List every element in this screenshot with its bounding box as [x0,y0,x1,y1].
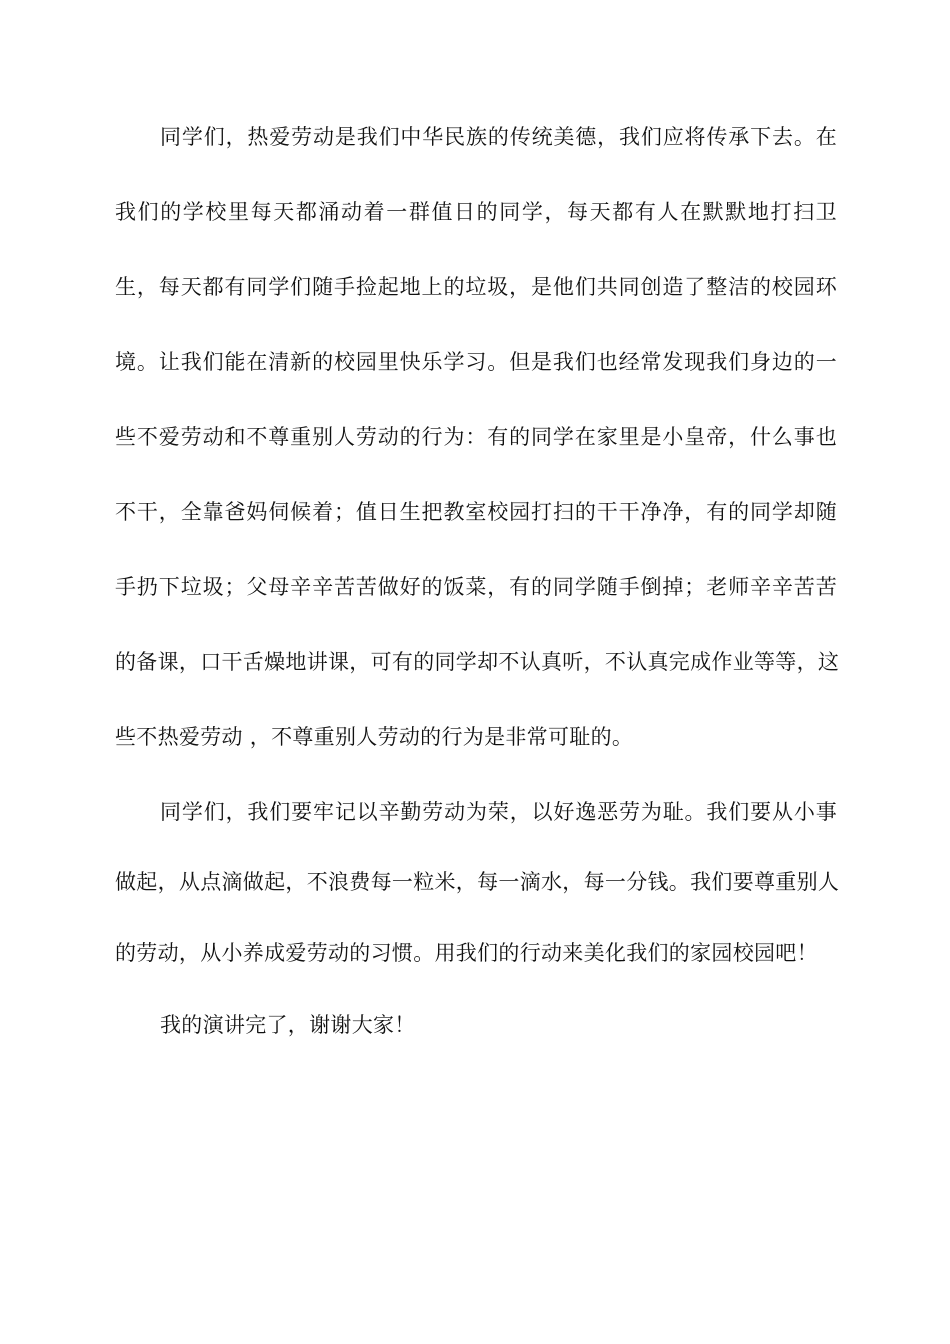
paragraph-2-line-2: 做起，从点滴做起，不浪费每一粒米，每一滴水，每一分钱。我们要尊重别人 [115,870,840,894]
paragraph-3-line-1: 我的演讲完了，谢谢大家！ [160,1013,416,1037]
paragraph-1-line-5: 些不爱劳动和不尊重别人劳动的行为：有的同学在家里是小皇帝，什么事也 [115,425,837,449]
paragraph-2-line-3: 的劳动，从小养成爱劳动的习惯。用我们的行动来美化我们的家园校园吧！ [115,941,818,965]
paragraph-1-line-2: 我们的学校里每天都涌动着一群值日的同学，每天都有人在默默地打扫卫 [115,200,837,224]
paragraph-1-line-3: 生，每天都有同学们随手捡起地上的垃圾，是他们共同创造了整洁的校园环 [115,275,837,299]
paragraph-1-line-8: 的备课，口干舌燥地讲课，可有的同学却不认真听，不认真完成作业等等，这 [115,650,840,674]
paragraph-1-line-9: 些不热爱劳动 ，不尊重别人劳动的行为是非常可耻的。 [115,725,634,749]
paragraph-2-line-1: 同学们，我们要牢记以辛勤劳动为荣，以好逸恶劳为耻。我们要从小事 [160,800,837,824]
paragraph-1-line-1: 同学们，热爱劳动是我们中华民族的传统美德，我们应将传承下去。在 [160,125,837,149]
paragraph-1-line-6: 不干，全靠爸妈伺候着；值日生把教室校园打扫的干干净净，有的同学却随 [115,500,837,524]
paragraph-1-line-7: 手扔下垃圾；父母辛辛苦苦做好的饭菜，有的同学随手倒掉；老师辛辛苦苦 [115,575,837,599]
paragraph-1-line-4: 境。让我们能在清新的校园里快乐学习。但是我们也经常发现我们身边的一 [115,350,837,374]
